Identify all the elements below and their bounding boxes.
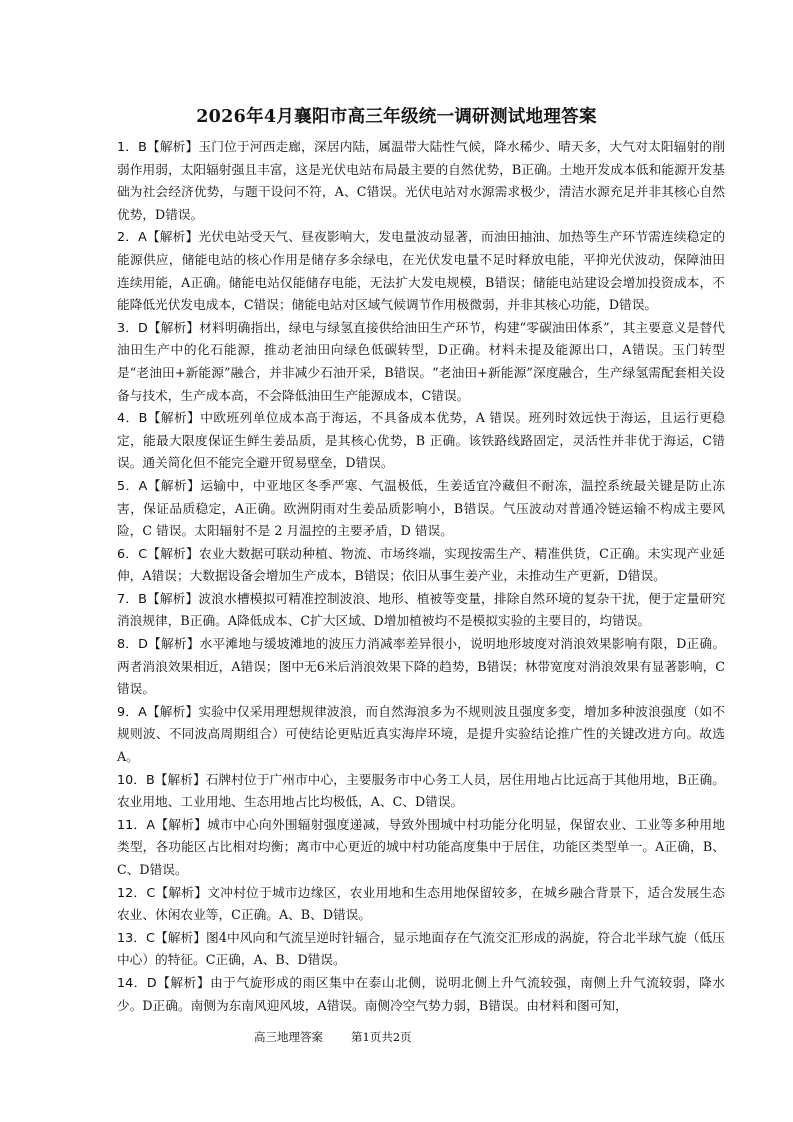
answer-item (117, 769, 725, 814)
answer-item (117, 475, 725, 543)
answer-letter: A (138, 229, 147, 245)
question-number: 11． (117, 816, 147, 832)
answer-letter: B (145, 771, 155, 787)
explanation-text: 【解析】石牌村位于广州市中心，主要服务市中心务工人员，居住用地占比远高于其他用地，B正确。农业用地、工业用地、生态用地占比均极低，A、C、D错误。 (117, 771, 725, 810)
answer-letter: D (146, 974, 157, 990)
explanation-text: 【解析】玉门位于河西走廊，深居内陆，属温带大陆性气候，降水稀少、晴天多，大气对太阳辐射的削弱作用弱，太阳辐射强且丰富，这是光伏电站布局最主要的自然优势，B正确。土地开发成本低和能源开发基础为社会经济优势，与题干设问不符，A、C错误。光伏电站对水源需求极少，清洁水源充足并非其核心自然优势，D错误。 (117, 139, 726, 222)
explanation-text: 【解析】文冲村位于城市边缘区，农业用地和生态用地保留较多，在城乡融合背景下，适合发展生态农业、休闲农业等，C正确。A、B、D错误。 (117, 884, 725, 923)
explanation-text: 【解析】农业大数据可联动种植、物流、市场终端，实现按需生产、精准供货，C正确。未实现产业延伸，A错误；大数据设备会增加生产成本，B错误；依旧从事生姜产业，未推动生产更新，D错误。 (117, 545, 725, 584)
question-number: 3． (117, 319, 139, 335)
answer-letter: D (138, 636, 148, 652)
question-number: 2． (117, 229, 139, 245)
answer-letter: C (146, 929, 155, 945)
answer-letter: A (138, 703, 147, 719)
page-footer (254, 1029, 412, 1045)
answer-letter: C (138, 545, 148, 561)
question-number: 9． (117, 703, 139, 719)
answer-letter: B (138, 139, 147, 154)
answer-item (117, 407, 725, 475)
footer-label: 高三地理答案 (254, 1030, 323, 1044)
answer-letter: B (138, 590, 147, 606)
question-number: 7． (117, 590, 139, 606)
question-number: 6． (117, 545, 139, 561)
answer-item (117, 543, 725, 588)
question-number: 8． (117, 636, 139, 652)
question-number: 10． (117, 771, 146, 787)
question-number: 5． (117, 477, 139, 493)
answer-item (117, 882, 725, 927)
explanation-text: 【解析】水平滩地与缓坡滩地的波压力消减率差异很小，说明地形坡度对消浪效果影响有限，D正确。两者消浪效果相近，A错误；图中无6米后消浪效果下降的趋势，B错误；林带宽度对消浪效果有显著影响，C错误。 (117, 636, 726, 697)
explanation-text: 【解析】光伏电站受天气、昼夜影响大，发电量波动显著，而油田抽油、加热等生产环节需连续稳定的能源供应，储能电站的核心作用是储存多余绿电，在光伏发电量不足时释放电能，平抑光伏波动，保障油田连续用能，A正确。储能电站仅能储存电能，无法扩大发电规模，B错误；储能电站建设会增加投资成本，不能降低光伏发电成本，C错误；储能电站对区域气候调节作用极微弱，并非其核心功能，D错误。 (117, 229, 726, 313)
question-number: 14． (117, 974, 147, 990)
explanation-text: 【解析】材料明确指出，绿电与绿氢直接供给油田生产环节，构建“零碳油田体系”，其主要意义是替代油田生产中的化石能源，推动老油田向绿色低碳转型，D正确。材料未提及能源出口，A错误。玉门转型是“老油田+新能源”融合，并非减少石油开采，B错误。“老油田+新能源”深度融合，生产绿氢需配套相关设备与技术，生产成本高，不会降低油田生产能源成本，C错误。 (117, 319, 725, 403)
answer-letter: A (146, 816, 156, 832)
footer-page-number: 第1页共2页 (351, 1030, 412, 1044)
explanation-text: 【解析】城市中心向外围辐射强度递减，导致外围城中村功能分化明显，保留农业、工业等多种用地类型，各功能区占比相对均衡；离市中心更近的城中村功能高度集中于居住，功能区类型单一。A正确，B、C、D错误。 (117, 816, 725, 877)
answer-item (117, 927, 725, 972)
answer-item (117, 226, 725, 316)
answer-item (117, 701, 725, 769)
question-number: 4． (117, 410, 139, 426)
page-title: 2026年4月襄阳市高三年级统一调研测试地理答案 (196, 107, 597, 127)
explanation-text: 【解析】中欧班列单位成本高于海运，不具备成本优势，A 错误。班列时效远快于海运，且运行更稳定，能最大限度保证生鲜生姜品质，是其核心优势，B 正确。该铁路线路固定，灵活性并非优于海运，C错误。通关简化但不能完全避开贸易壁垒，D错误。 (117, 410, 725, 471)
explanation-text: 【解析】由于气旋形成的雨区集中在泰山北侧，说明北侧上升气流较强，南侧上升气流较弱，降水少。D正确。南侧为东南风迎风坡，A错误。南侧冷空气势力弱，B错误。由材料和图可知， (117, 974, 725, 1013)
explanation-text: 【解析】图4中风向和气流呈逆时针辐合，显示地面存在气流交汇形成的涡旋，符合北半球气旋（低压中心）的特征。C正确，A、B、D错误。 (117, 929, 725, 968)
answer-item (117, 317, 725, 407)
answer-letter: C (146, 884, 156, 900)
question-number: 13． (117, 929, 147, 945)
answer-item (117, 588, 725, 633)
explanation-text: 【解析】运输中，中亚地区冬季严寒、气温极低，生姜适宜冷藏但不耐冻，温控系统最关键是防止冻害，保证品质稳定，A正确。欧洲阴雨对生姜品质影响小，B错误。气压波动对普通冷链运输不构成主要风险，C 错误。太阳辐射不是 2 月温控的主要矛盾，D 错误。 (117, 477, 726, 539)
question-number: 12． (117, 884, 147, 900)
answer-item (117, 136, 725, 226)
answer-item (117, 633, 725, 701)
answer-item (117, 972, 725, 1017)
answer-letter: B (138, 410, 148, 426)
explanation-text: 【解析】实验中仅采用理想规律波浪，而自然海浪多为不规则波且强度多变，增加多种波浪强度（如不规则波、不同波高周期组合）可使结论更贴近真实海岸环境，是提升实验结论推广性的关键改进方向。故选A。 (117, 703, 726, 765)
answer-item (117, 814, 725, 882)
answer-letter: A (138, 477, 148, 493)
explanation-text: 【解析】波浪水槽模拟可精准控制波浪、地形、植被等变量，排除自然环境的复杂干扰，便于定量研究消浪规律，B正确。A降低成本、C扩大区域、D增加植被均不是模拟实验的主要目的，均错误。 (117, 590, 726, 629)
answer-list (117, 136, 725, 1017)
answer-letter: D (138, 319, 148, 335)
question-number: 1． (117, 139, 139, 154)
